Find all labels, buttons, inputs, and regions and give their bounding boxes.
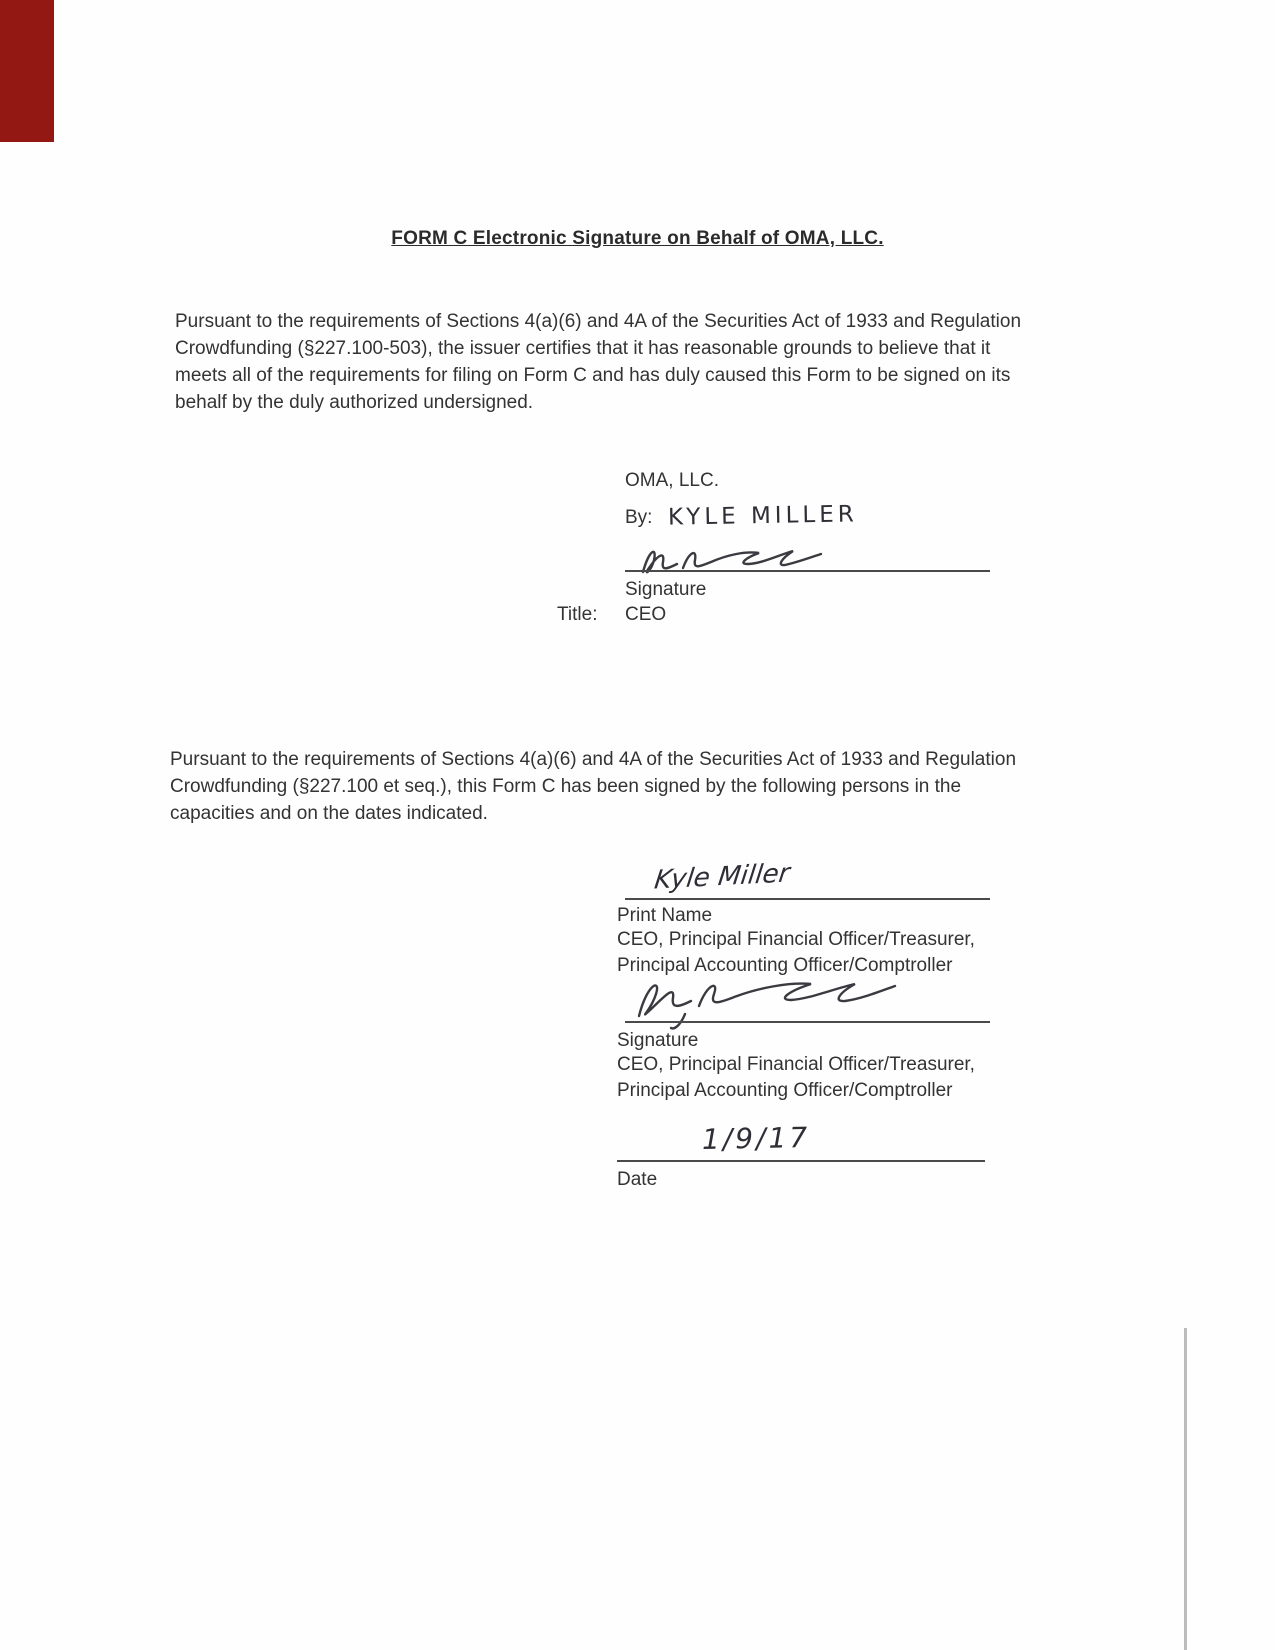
- date-handwritten: 1/9/17: [701, 1121, 811, 1156]
- sig-role-line2: Principal Accounting Officer/Comptroller: [617, 1080, 953, 1101]
- document-title: FORM C Electronic Signature on Behalf of OMA, LLC.: [391, 228, 884, 249]
- signature-line-1: [625, 570, 990, 572]
- signature-label-2: Signature: [617, 1030, 699, 1051]
- print-name-label: Print Name: [617, 905, 713, 926]
- signature-scribble-1: [633, 538, 843, 582]
- date-label: Date: [617, 1169, 658, 1190]
- title-value: CEO: [625, 604, 667, 625]
- print-role-line1: CEO, Principal Financial Officer/Treasurer,: [617, 929, 975, 950]
- signature-label-1: Signature: [625, 579, 707, 600]
- paragraph-signers: Pursuant to the requirements of Sections 4(a)(6) and 4A of the Securities Act of 1933 and Regulation Crowdfunding (§227.100 et seq.), this Form C has been signed by the following persons in the capacities and on the dates indicated.: [170, 749, 1017, 824]
- date-line: [617, 1160, 985, 1162]
- signature-scribble-2: [627, 974, 907, 1032]
- scan-edge-line: [1184, 1328, 1187, 1650]
- title-label: Title:: [557, 604, 598, 625]
- print-name-handwritten: Kyle Miller: [652, 858, 792, 896]
- scan-red-strip: [0, 0, 54, 142]
- print-role-line2: Principal Accounting Officer/Comptroller: [617, 955, 953, 976]
- paragraph-certification: Pursuant to the requirements of Sections 4(a)(6) and 4A of the Securities Act of 1933 and Regulation Crowdfunding (§227.100-503), the issuer certifies that it has reasonable grounds to believe that it meets all of the requirements for filing on Form C and has duly caused this Form to be signed on its behalf by the duly authorized undersigned.: [175, 311, 1022, 413]
- company-name: OMA, LLC.: [625, 470, 719, 491]
- print-name-line: [625, 898, 990, 900]
- by-name-handwritten: KYLE MILLER: [667, 501, 858, 531]
- by-label: By:: [625, 507, 653, 528]
- sig-role-line1: CEO, Principal Financial Officer/Treasurer,: [617, 1054, 975, 1075]
- signature-line-2: [625, 1021, 990, 1023]
